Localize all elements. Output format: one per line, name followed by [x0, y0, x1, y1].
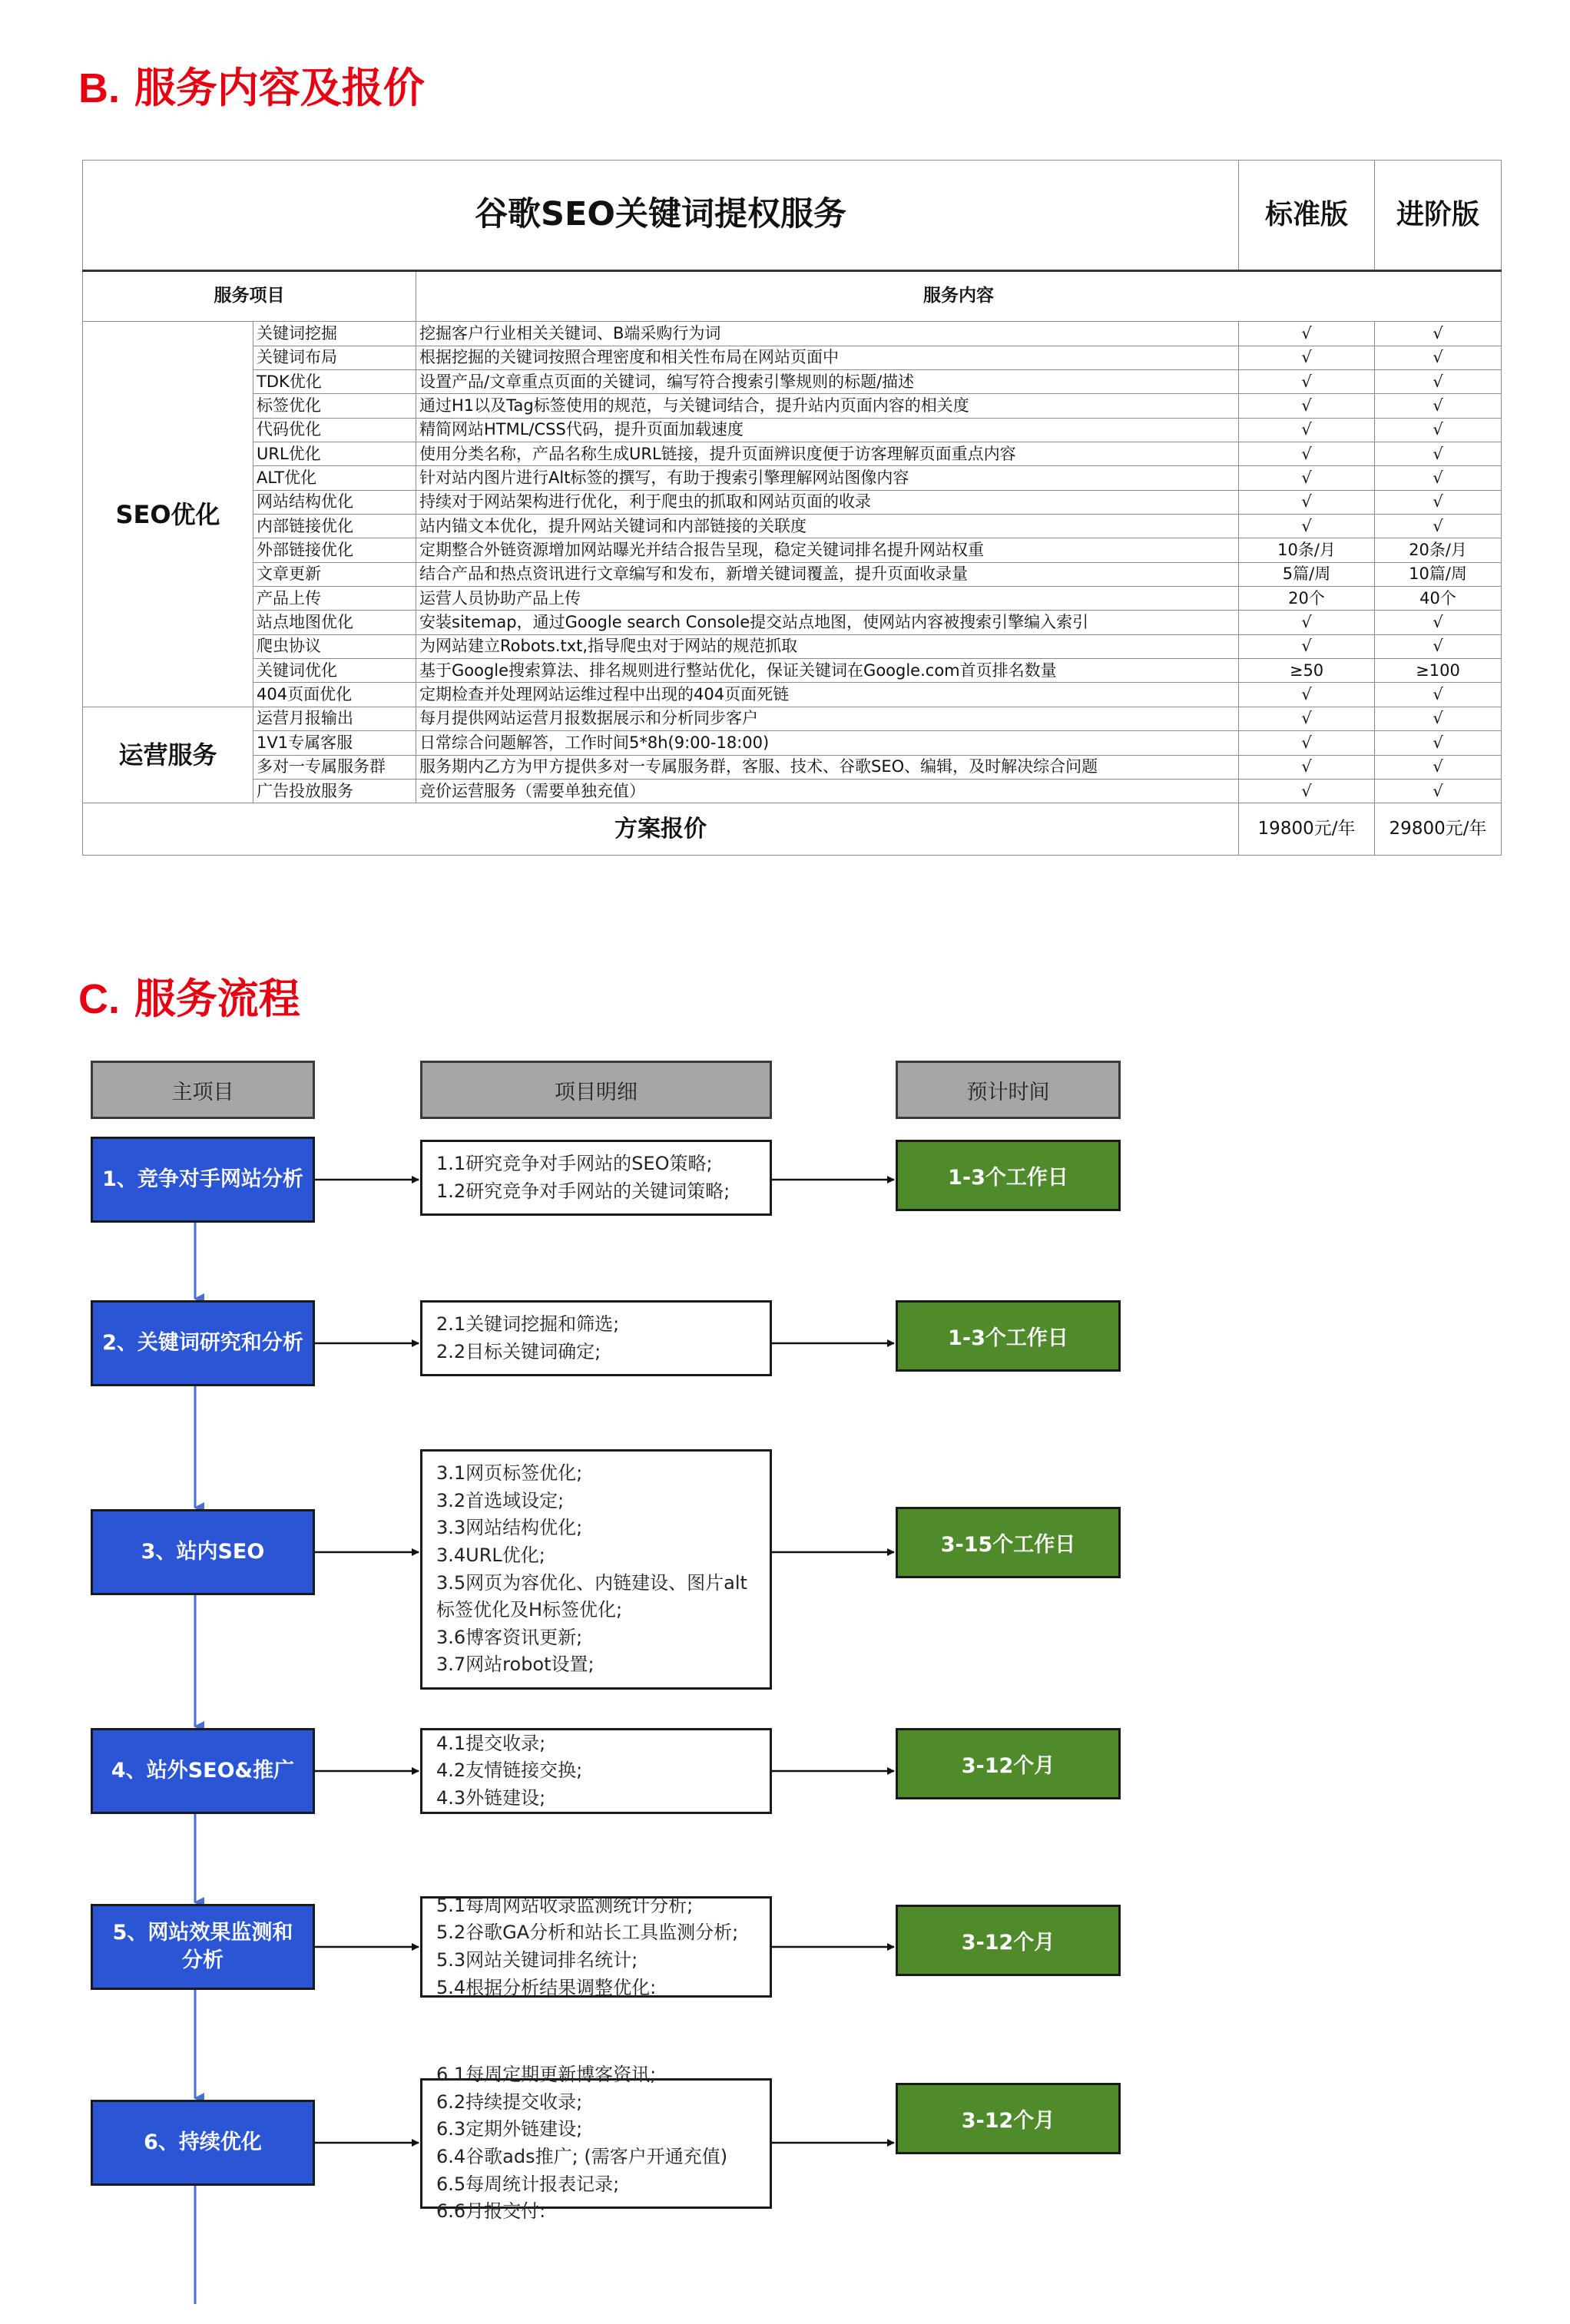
detail-line: 6.6月报交付:: [436, 2200, 546, 2223]
service-item: 运营月报输出: [253, 707, 416, 730]
service-desc: 站内锚文本优化，提升网站关键词和内部链接的关联度: [416, 515, 1239, 538]
detail-line: 4.1提交收录;: [436, 1732, 546, 1754]
table-title: 谷歌SEO关键词提权服务: [83, 161, 1239, 271]
service-item: 关键词优化: [253, 659, 416, 683]
section-c-text: 服务流程: [134, 975, 300, 1023]
flow-detail-box: [420, 1300, 772, 1376]
table-row: [83, 490, 1502, 514]
standard-value: 20个: [1239, 587, 1375, 611]
detail-line: 2.2目标关键词确定;: [436, 1340, 601, 1362]
flow-main-step: [91, 2100, 315, 2186]
col-header-content: 服务内容: [416, 270, 1502, 322]
service-desc: 运营人员协助产品上传: [416, 587, 1239, 611]
advanced-value: √: [1375, 370, 1502, 394]
col-header-item: 服务项目: [83, 270, 416, 322]
table-row: [83, 611, 1502, 634]
service-item: 广告投放服务: [253, 779, 416, 803]
detail-line: 3.7网站robot设置;: [436, 1654, 595, 1676]
section-c-title: [78, 966, 300, 1025]
detail-line: 5.4根据分析结果调整优化:: [436, 1976, 657, 1998]
standard-value: ≥50: [1239, 659, 1375, 683]
group-seo: SEO优化: [83, 322, 253, 707]
service-item: 关键词挖掘: [253, 322, 416, 346]
advanced-value: 20条/月: [1375, 538, 1502, 562]
service-desc: 定期整合外链资源增加网站曝光并结合报告呈现，稳定关键词排名提升网站权重: [416, 538, 1239, 562]
detail-line: 6.4谷歌ads推广; (需客户开通充值): [436, 2146, 728, 2167]
advanced-value: √: [1375, 731, 1502, 755]
service-item: 1V1专属客服: [253, 731, 416, 755]
flow-main-step: [91, 1728, 315, 1814]
standard-value: √: [1239, 731, 1375, 755]
table-row: [83, 346, 1502, 369]
detail-line: 6.3定期外链建设;: [436, 2118, 583, 2140]
service-item: ALT优化: [253, 466, 416, 490]
advanced-value: √: [1375, 634, 1502, 658]
main-step-label: 1、竞争对手网站分析: [102, 1167, 303, 1191]
standard-value: √: [1239, 707, 1375, 730]
advanced-value: √: [1375, 611, 1502, 634]
service-desc: 基于Google搜索算法、排名规则进行整站优化，保证关键词在Google.com首页排名数量: [416, 659, 1239, 683]
standard-value: √: [1239, 346, 1375, 369]
flow-time-box: 1-3个工作日: [896, 1140, 1121, 1211]
service-item: 内部链接优化: [253, 515, 416, 538]
version-advanced: 进阶版: [1375, 161, 1502, 271]
table-row: [83, 466, 1502, 490]
advanced-value: √: [1375, 394, 1502, 418]
flow-time-box: 3-12个月: [896, 1728, 1121, 1799]
advanced-value: 40个: [1375, 587, 1502, 611]
detail-line: 5.3网站关键词排名统计;: [436, 1949, 638, 1971]
service-desc: 使用分类名称，产品名称生成URL链接，提升页面辨识度便于访客理解页面重点内容: [416, 442, 1239, 466]
advanced-value: √: [1375, 466, 1502, 490]
detail-line: 3.4URL优化;: [436, 1544, 545, 1566]
main-step-label: 5、网站效果监测和: [112, 1920, 293, 1945]
version-standard: 标准版: [1239, 161, 1375, 271]
detail-line: 3.6博客资讯更新;: [436, 1626, 583, 1648]
detail-line: 3.5网页为容优化、内链建设、图片alt: [436, 1571, 747, 1594]
flow-main-step: [91, 1509, 315, 1595]
advanced-value: √: [1375, 418, 1502, 442]
detail-line: 5.1每周网站收录监测统计分析;: [436, 1894, 694, 1916]
flow-detail-box: [420, 1140, 772, 1216]
service-desc: 根据挖掘的关键词按照合理密度和相关性布局在网站页面中: [416, 346, 1239, 369]
standard-value: √: [1239, 683, 1375, 707]
detail-line: 3.3网站结构优化;: [436, 1517, 583, 1539]
flow-main-step: [91, 1137, 315, 1223]
flow-time-box: 3-12个月: [896, 2083, 1121, 2154]
section-b-title: [78, 55, 425, 114]
quote-label: 方案报价: [83, 803, 1239, 856]
main-step-label: 3、站内SEO: [141, 1539, 265, 1564]
standard-value: √: [1239, 611, 1375, 634]
detail-line: 2.1关键词挖掘和筛选;: [436, 1313, 620, 1335]
flow-header-detail: 项目明细: [420, 1061, 772, 1119]
standard-value: √: [1239, 370, 1375, 394]
advanced-value: √: [1375, 707, 1502, 730]
service-desc: 通过H1以及Tag标签使用的规范，与关键词结合，提升站内页面内容的相关度: [416, 394, 1239, 418]
standard-value: 10条/月: [1239, 538, 1375, 562]
service-desc: 为网站建立Robots.txt,指导爬虫对于网站的规范抓取: [416, 634, 1239, 658]
main-step-label: 分析: [181, 1948, 224, 1972]
table-row: [83, 538, 1502, 562]
table-row: [83, 634, 1502, 658]
detail-line: 3.1网页标签优化;: [436, 1462, 583, 1485]
service-item: 代码优化: [253, 418, 416, 442]
service-item: 文章更新: [253, 562, 416, 586]
detail-line: 6.5每周统计报表记录;: [436, 2173, 620, 2195]
main-step-label: 4、站外SEO&推广: [111, 1758, 295, 1783]
pricing-table: [82, 160, 1502, 856]
standard-value: √: [1239, 779, 1375, 803]
service-desc: 挖掘客户行业相关关键词、B端采购行为词: [416, 322, 1239, 346]
standard-value: √: [1239, 490, 1375, 514]
table-row: [83, 731, 1502, 755]
service-desc: 精简网站HTML/CSS代码，提升页面加载速度: [416, 418, 1239, 442]
detail-line: 4.3外链建设;: [436, 1786, 546, 1809]
table-row: [83, 322, 1502, 346]
standard-value: √: [1239, 466, 1375, 490]
standard-value: √: [1239, 442, 1375, 466]
flow-detail-box: [420, 2064, 772, 2223]
flow-detail-box: [420, 1728, 772, 1814]
service-item: 爬虫协议: [253, 634, 416, 658]
detail-line: 5.2谷歌GA分析和站长工具监测分析;: [436, 1922, 739, 1944]
table-subheader-row: [83, 270, 1502, 322]
service-desc: 竞价运营服务（需要单独充值）: [416, 779, 1239, 803]
detail-line: 1.2研究竞争对手网站的关键词策略;: [436, 1180, 730, 1202]
flow-time-box: 3-12个月: [896, 1905, 1121, 1976]
standard-value: √: [1239, 322, 1375, 346]
service-item: 404页面优化: [253, 683, 416, 707]
service-item: 外部链接优化: [253, 538, 416, 562]
detail-line: 6.1每周定期更新博客资讯;: [436, 2064, 657, 2086]
table-row: [83, 587, 1502, 611]
flow-detail-box: [420, 1449, 772, 1690]
service-item: 站点地图优化: [253, 611, 416, 634]
section-b-letter: B.: [78, 65, 120, 111]
standard-value: 5篇/周: [1239, 562, 1375, 586]
table-row: [83, 707, 1502, 730]
advanced-value: √: [1375, 442, 1502, 466]
service-desc: 设置产品/文章重点页面的关键词，编写符合搜索引擎规则的标题/描述: [416, 370, 1239, 394]
detail-line: 标签优化及H标签优化;: [436, 1599, 623, 1621]
main-step-label: 2、关键词研究和分析: [102, 1330, 303, 1355]
service-item: 网站结构优化: [253, 490, 416, 514]
advanced-value: √: [1375, 779, 1502, 803]
service-desc: 定期检查并处理网站运维过程中出现的404页面死链: [416, 683, 1239, 707]
service-desc: 持续对于网站架构进行优化，利于爬虫的抓取和网站页面的收录: [416, 490, 1239, 514]
table-row: [83, 418, 1502, 442]
flow-time-box: 3-15个工作日: [896, 1507, 1121, 1578]
standard-value: √: [1239, 418, 1375, 442]
main-step-label: 6、持续优化: [144, 2130, 262, 2154]
table-row: [83, 659, 1502, 683]
table-row: [83, 515, 1502, 538]
standard-value: √: [1239, 634, 1375, 658]
service-desc: 结合产品和热点资讯进行文章编写和发布，新增关键词覆盖，提升页面收录量: [416, 562, 1239, 586]
service-item: 标签优化: [253, 394, 416, 418]
standard-value: √: [1239, 394, 1375, 418]
service-item: 产品上传: [253, 587, 416, 611]
detail-line: 1.1研究竞争对手网站的SEO策略;: [436, 1152, 713, 1174]
table-footer-row: [83, 803, 1502, 856]
table-row: [83, 370, 1502, 394]
flow-detail-box: [420, 1896, 772, 1998]
table-row: [83, 779, 1502, 803]
detail-line: 4.2友情链接交换;: [436, 1760, 583, 1782]
advanced-value: ≥100: [1375, 659, 1502, 683]
detail-line: 6.2持续提交收录;: [436, 2091, 583, 2113]
detail-line: 3.2首选域设定;: [436, 1489, 565, 1511]
table-row: [83, 562, 1502, 586]
table-header-row: [83, 161, 1502, 271]
advanced-value: √: [1375, 515, 1502, 538]
table-row: [83, 442, 1502, 466]
flow-header-main: 主项目: [91, 1061, 315, 1119]
service-desc: 日常综合问题解答，工作时间5*8h(9:00-18:00): [416, 731, 1239, 755]
advanced-value: √: [1375, 322, 1502, 346]
standard-value: √: [1239, 515, 1375, 538]
section-b-text: 服务内容及报价: [134, 64, 425, 112]
service-desc: 每月提供网站运营月报数据展示和分析同步客户: [416, 707, 1239, 730]
price-advanced: 29800元/年: [1375, 803, 1502, 856]
group-operations: 运营服务: [83, 707, 253, 803]
service-desc: 服务期内乙方为甲方提供多对一专属服务群，客服、技术、谷歌SEO、编辑，及时解决综合问题: [416, 755, 1239, 779]
advanced-value: 10篇/周: [1375, 562, 1502, 586]
flow-main-step: [91, 1300, 315, 1386]
service-item: 关键词布局: [253, 346, 416, 369]
price-standard: 19800元/年: [1239, 803, 1375, 856]
flow-header-time: 预计时间: [896, 1061, 1121, 1119]
flow-time-box: 1-3个工作日: [896, 1300, 1121, 1372]
advanced-value: √: [1375, 490, 1502, 514]
service-desc: 针对站内图片进行Alt标签的撰写，有助于搜索引擎理解网站图像内容: [416, 466, 1239, 490]
table-row: [83, 394, 1502, 418]
service-item: TDK优化: [253, 370, 416, 394]
standard-value: √: [1239, 755, 1375, 779]
flow-main-step: [91, 1904, 315, 1990]
section-c-letter: C.: [78, 976, 120, 1022]
advanced-value: √: [1375, 683, 1502, 707]
table-row: [83, 683, 1502, 707]
service-item: URL优化: [253, 442, 416, 466]
table-row: [83, 755, 1502, 779]
service-item: 多对一专属服务群: [253, 755, 416, 779]
advanced-value: √: [1375, 755, 1502, 779]
advanced-value: √: [1375, 346, 1502, 369]
service-desc: 安装sitemap，通过Google search Console提交站点地图，使网站内容被搜索引擎编入索引: [416, 611, 1239, 634]
